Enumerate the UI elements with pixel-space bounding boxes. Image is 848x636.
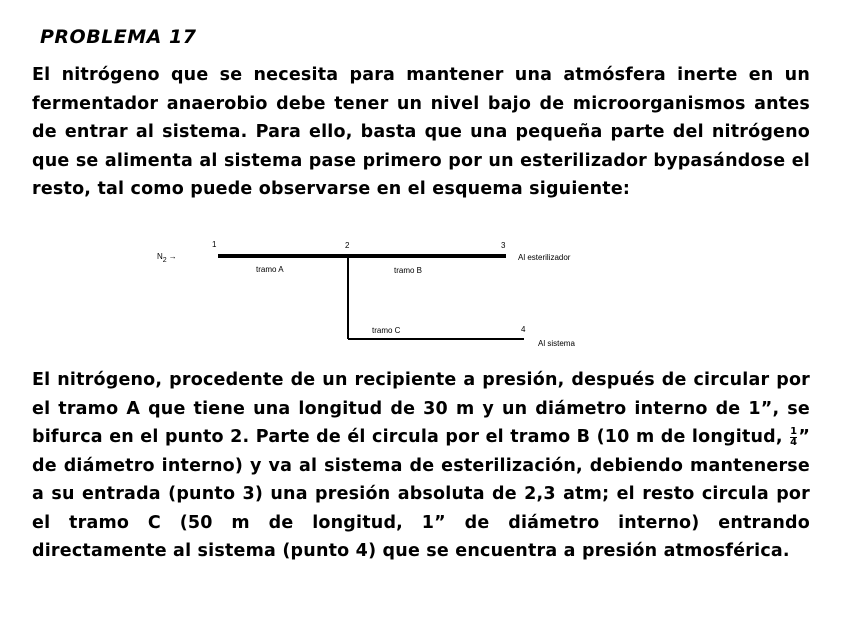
details-paragraph <box>32 366 810 566</box>
inlet-label: N2 → <box>157 252 177 264</box>
point-1: 1 <box>212 240 217 249</box>
point-3: 3 <box>501 241 506 250</box>
details-text-part1: El nitrógeno, procedente de un recipiente a presión, después de circular por el tramo A que tiene una longitud de 30 m y un diámetro interno de 1”, se bifurca en el punto 2. Parte de él circula por el tramo B (10 m de longitud, <box>32 370 810 447</box>
outlet-esterilizador-label: Al esterilizador <box>518 253 571 262</box>
intro-paragraph: El nitrógeno que se necesita para mantener una atmósfera inerte en un fermentador anaerobio debe tener un nivel bajo de microorganismos antes de entrar al sistema. Para ello, basta que una pequeña parte del nitrógeno que se alimenta al sistema pase primero por un esterilizador bypasándose el resto, tal como puede observarse en el esquema siguiente: <box>32 65 810 199</box>
tramo-c-label: tramo C <box>372 326 401 335</box>
tramo-a-label: tramo A <box>256 265 284 274</box>
point-4: 4 <box>521 325 526 334</box>
problem-title: PROBLEMA 17 <box>40 26 197 48</box>
details-text-part2: ” de diámetro interno) y va al sistema de esterilización, debiendo mantenerse a su entrada (punto 3) una presión absoluta de 2,3 atm; el resto circula por el tramo C (50 m de longitud, 1” de diámetro interno) entrando directamente al sistema (punto 4) que se encuentra a presión atmosférica. <box>32 427 811 561</box>
outlet-sistema-label: Al sistema <box>538 339 575 348</box>
quarter-fraction: $\frac{1}{4}$ <box>790 425 798 448</box>
point-2: 2 <box>345 241 350 250</box>
tramo-b-label: tramo B <box>394 266 423 275</box>
